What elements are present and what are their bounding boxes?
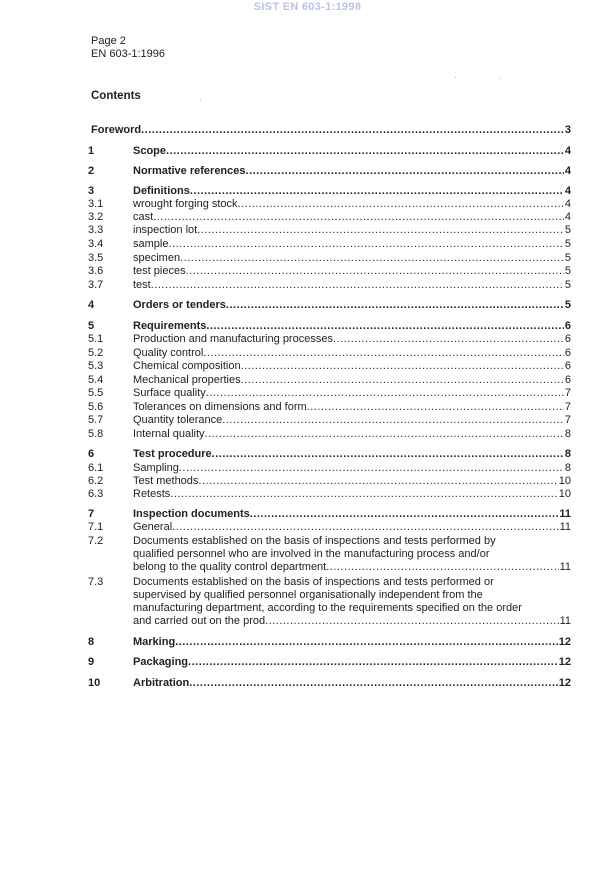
dot-leader [175, 636, 558, 649]
toc-entry-3-2[interactable] [0, 211, 615, 224]
toc-number: 5.2 [88, 347, 104, 359]
toc-number: 4 [88, 299, 95, 311]
toc-page: 11 [559, 508, 571, 520]
dot-leader [190, 185, 564, 198]
dot-leader [141, 124, 564, 137]
dot-leader [241, 360, 564, 373]
toc-number: 6.1 [88, 462, 104, 474]
toc-label: Arbitration [133, 677, 190, 689]
toc-entry-1[interactable] [0, 145, 615, 158]
dot-leader [203, 347, 564, 360]
toc-page: 5 [564, 279, 571, 291]
dot-leader [168, 238, 563, 251]
toc-entry-5-8[interactable] [0, 428, 615, 441]
toc-page: 12 [558, 636, 571, 648]
toc-entry-4[interactable] [0, 299, 615, 312]
toc-label: Sampling [133, 462, 179, 474]
dot-leader [188, 656, 558, 669]
dot-leader [170, 488, 557, 501]
toc-label-line: qualified personnel who are involved in the manufacturing process and/or [133, 548, 490, 560]
toc-page: 6 [564, 333, 571, 345]
toc-entry-5-1[interactable] [0, 333, 615, 346]
toc-label: Production and manufacturing processes [133, 333, 333, 345]
toc-entry-7-1[interactable] [0, 521, 615, 534]
dot-leader [250, 508, 559, 521]
toc-label: Marking [133, 636, 176, 648]
toc-entry-9[interactable] [0, 656, 615, 669]
dot-leader [246, 165, 564, 178]
toc-entry-5[interactable] [0, 320, 615, 333]
toc-number: 3.7 [88, 279, 104, 291]
toc-number: 5.7 [88, 414, 104, 426]
toc-entry-5-7[interactable] [0, 414, 615, 427]
dot-leader [198, 475, 557, 488]
toc-entry-8[interactable] [0, 636, 615, 649]
toc-page: 7 [564, 387, 571, 399]
dot-leader [180, 252, 564, 265]
toc-label: Internal quality [133, 428, 205, 440]
toc-number: 3 [88, 185, 95, 197]
toc-number: 3.3 [88, 224, 104, 236]
dot-leader [307, 401, 564, 414]
toc-number: 5.8 [88, 428, 104, 440]
toc-label: test pieces [133, 265, 186, 277]
toc-number: 10 [88, 677, 101, 689]
contents-heading: Contents [91, 90, 141, 102]
scan-speck [455, 77, 456, 78]
toc-page: 8 [564, 428, 571, 440]
toc-page: 6 [564, 374, 571, 386]
toc-label: Foreword [91, 124, 142, 136]
dot-leader [206, 387, 564, 400]
toc-number: 9 [88, 656, 95, 668]
standard-number: EN 603-1:1996 [91, 48, 165, 60]
dot-leader [326, 561, 558, 574]
toc-entry-5-6[interactable] [0, 401, 615, 414]
toc-number: 7 [88, 508, 95, 520]
toc-label: sample [133, 238, 169, 250]
toc-entry-5-5[interactable] [0, 387, 615, 400]
dot-leader [151, 279, 564, 292]
toc-entry-3-6[interactable] [0, 265, 615, 278]
toc-page: 8 [564, 448, 571, 460]
toc-entry-6-2[interactable] [0, 475, 615, 488]
page-number-label: Page 2 [91, 35, 126, 47]
toc-number: 7.2 [88, 535, 104, 547]
toc-page: 12 [558, 677, 571, 689]
toc-number: 1 [88, 145, 95, 157]
toc-entry-3-3[interactable] [0, 224, 615, 237]
toc-label: Tolerances on dimensions and form [133, 401, 307, 413]
toc-number: 6.3 [88, 488, 104, 500]
toc-label-line: belong to the quality control department [133, 561, 327, 573]
toc-page: 4 [564, 211, 571, 223]
dot-leader [238, 198, 564, 211]
toc-number: 5.3 [88, 360, 104, 372]
toc-page: 4 [564, 165, 571, 177]
toc-label: cast [133, 211, 154, 223]
toc-page: 4 [564, 185, 571, 197]
toc-label-line: Documents established on the basis of inspections and tests performed or [133, 576, 494, 588]
toc-label: Scope [133, 145, 167, 157]
toc-number: 7.1 [88, 521, 104, 533]
toc-entry-7[interactable] [0, 508, 615, 521]
toc-entry-2[interactable] [0, 165, 615, 178]
toc-label: Quality control [133, 347, 204, 359]
toc-page: 5 [564, 299, 571, 311]
toc-entry-6[interactable] [0, 448, 615, 461]
toc-label: Requirements [133, 320, 207, 332]
toc-page: 10 [558, 475, 571, 487]
toc-label-line: and carried out on the prod [133, 615, 266, 627]
toc-entry-3[interactable] [0, 185, 615, 198]
toc-label: Normative references [133, 165, 246, 177]
toc-label: Definitions [133, 185, 190, 197]
toc-number: 5 [88, 320, 95, 332]
dot-leader [166, 145, 564, 158]
toc-number: 7.3 [88, 576, 104, 588]
toc-page: 7 [564, 414, 571, 426]
toc-label: Test methods [133, 475, 199, 487]
toc-page: 11 [559, 615, 571, 627]
toc-entry-5-4[interactable] [0, 374, 615, 387]
dot-leader [226, 299, 564, 312]
toc-label: Packaging [133, 656, 189, 668]
watermark: SIST EN 603-1:1998 [253, 1, 362, 13]
toc-label-line: manufacturing department, according to the requirements specified on the order [133, 602, 522, 614]
toc-page: 6 [564, 347, 571, 359]
dot-leader [172, 521, 558, 534]
toc-entry-3-7[interactable] [0, 279, 615, 292]
dot-leader [205, 428, 564, 441]
toc-label: Inspection documents [133, 508, 250, 520]
toc-page: 6 [564, 320, 571, 332]
dot-leader [179, 462, 564, 475]
dot-leader [212, 448, 564, 461]
dot-leader [189, 677, 558, 690]
toc-label: Chemical composition [133, 360, 241, 372]
toc-page: 10 [558, 488, 571, 500]
toc-page: 4 [564, 145, 571, 157]
dot-leader [153, 211, 564, 224]
toc-page: 7 [564, 401, 571, 413]
toc-number: 3.2 [88, 211, 104, 223]
toc-label: Mechanical properties [133, 374, 241, 386]
toc-label: test [133, 279, 151, 291]
dot-leader [197, 224, 564, 237]
toc-entry-3-4[interactable] [0, 238, 615, 251]
toc-page: 5 [564, 224, 571, 236]
toc-number: 8 [88, 636, 95, 648]
toc-label: Retests [133, 488, 171, 500]
toc-label: Quantity tolerance [133, 414, 223, 426]
toc-entry-6-1[interactable] [0, 462, 615, 475]
toc-number: 6 [88, 448, 95, 460]
scan-speck [200, 100, 201, 101]
toc-page: 5 [564, 252, 571, 264]
toc-page: 6 [564, 360, 571, 372]
toc-label: General [133, 521, 173, 533]
dot-leader [241, 374, 564, 387]
toc-entry-3-5[interactable] [0, 252, 615, 265]
toc-number: 3.4 [88, 238, 104, 250]
dot-leader [333, 333, 564, 346]
toc-entry-3-1[interactable] [0, 198, 615, 211]
toc-label-line: supervised by qualified personnel organisationally independent from the [133, 589, 483, 601]
toc-label: specimen [133, 252, 181, 264]
toc-page: 11 [559, 521, 571, 533]
toc-number: 5.1 [88, 333, 104, 345]
toc-page: 5 [564, 265, 571, 277]
toc-label: inspection lot [133, 224, 198, 236]
dot-leader [206, 320, 564, 333]
toc-number: 5.4 [88, 374, 104, 386]
toc-entry-6-3[interactable] [0, 488, 615, 501]
toc-entry-5-3[interactable] [0, 360, 615, 373]
toc-page: 8 [564, 462, 571, 474]
toc-label: Orders or tenders [133, 299, 226, 311]
toc-page: 12 [558, 656, 571, 668]
toc-label: wrought forging stock [133, 198, 238, 210]
toc-number: 3.5 [88, 252, 104, 264]
toc-entry-foreword[interactable] [0, 124, 615, 137]
toc-number: 6.2 [88, 475, 104, 487]
toc-label: Surface quality [133, 387, 206, 399]
toc-label-line: Documents established on the basis of inspections and tests performed by [133, 535, 496, 547]
toc-label: Test procedure [133, 448, 212, 460]
toc-page: 4 [564, 198, 571, 210]
scan-speck [500, 78, 501, 79]
dot-leader [265, 615, 558, 628]
toc-number: 2 [88, 165, 95, 177]
toc-number: 5.6 [88, 401, 104, 413]
dot-leader [222, 414, 564, 427]
toc-page: 11 [559, 561, 571, 573]
toc-entry-5-2[interactable] [0, 347, 615, 360]
toc-page: 3 [564, 124, 571, 136]
dot-leader [186, 265, 564, 278]
toc-number: 3.1 [88, 198, 104, 210]
toc-number: 3.6 [88, 265, 104, 277]
toc-number: 5.5 [88, 387, 104, 399]
toc-page: 5 [564, 238, 571, 250]
toc-entry-10[interactable] [0, 677, 615, 690]
